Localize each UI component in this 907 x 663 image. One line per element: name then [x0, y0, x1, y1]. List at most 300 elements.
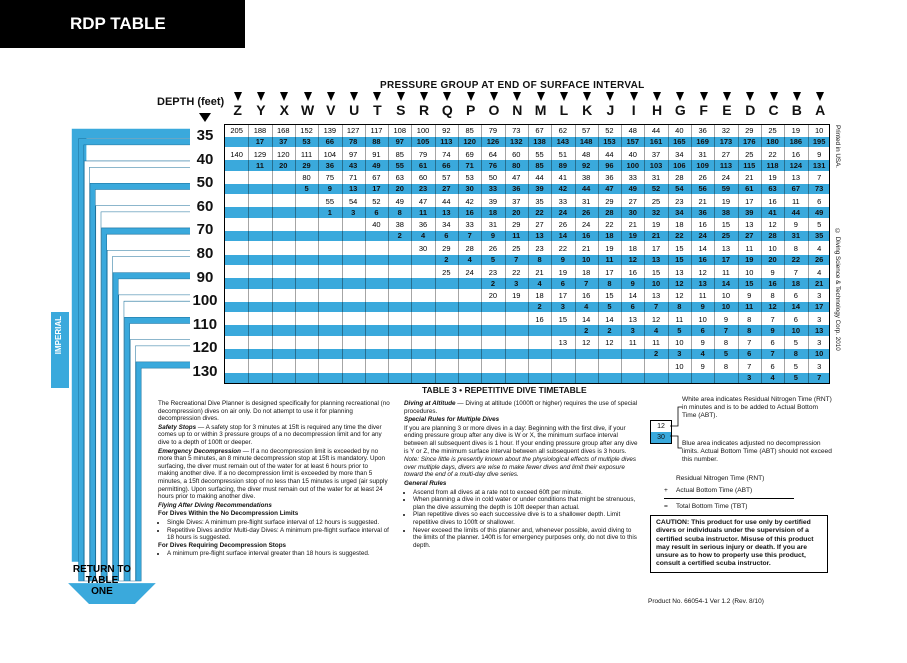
- white-cell: 54: [348, 196, 358, 206]
- group-header-a: [812, 92, 828, 117]
- white-cell: 64: [488, 149, 498, 159]
- white-cell: 12: [651, 314, 661, 324]
- blue-cell: 5: [490, 255, 496, 264]
- white-cell: 18: [675, 220, 684, 230]
- white-cell: 24: [465, 267, 474, 277]
- column-divider: [644, 125, 645, 383]
- white-cell: 4: [817, 267, 822, 277]
- white-cell: 120: [276, 149, 290, 159]
- blue-cell: 12: [768, 302, 777, 312]
- blue-cell: 31: [791, 231, 800, 241]
- blue-cell: 17: [255, 137, 265, 146]
- blue-cell: 16: [465, 207, 474, 217]
- white-cell: 29: [512, 220, 521, 230]
- white-cell: 38: [581, 173, 591, 183]
- white-cell: 27: [721, 149, 731, 159]
- white-cell: 44: [442, 196, 451, 206]
- blue-cell: 13: [348, 184, 358, 194]
- depth-40: 40: [196, 150, 214, 168]
- white-cell: 11: [791, 196, 800, 206]
- white-cell: 92: [442, 126, 451, 135]
- blue-cell: 14: [558, 231, 567, 241]
- group-letter: F: [699, 102, 708, 118]
- blue-cell: 4: [584, 302, 589, 312]
- white-cell: 7: [747, 362, 752, 371]
- white-cell: 40: [372, 220, 381, 230]
- imperial-tab: [51, 312, 69, 388]
- white-cell: 47: [418, 196, 428, 206]
- white-cell: 6: [770, 338, 775, 348]
- white-cell: 51: [558, 149, 567, 159]
- blue-cell: 30: [465, 184, 474, 194]
- blue-cell: 22: [535, 207, 544, 217]
- white-cell: 31: [488, 220, 498, 230]
- altitude-para: [404, 400, 638, 415]
- blue-cell: 7: [653, 302, 659, 312]
- column-divider: [691, 125, 692, 383]
- blue-cell: 12: [675, 278, 684, 288]
- depth-60: 60: [196, 197, 214, 215]
- blue-cell: 89: [558, 160, 567, 170]
- blue-cell: 9: [700, 302, 705, 312]
- blue-cell: 4: [420, 231, 426, 241]
- white-cell: 75: [325, 173, 334, 183]
- blue-cell: 28: [768, 231, 777, 241]
- down-arrow-icon: [513, 92, 521, 101]
- group-letter: R: [418, 102, 430, 118]
- white-cell: 21: [628, 220, 637, 230]
- down-arrow-icon: [490, 92, 498, 101]
- blue-cell: 6: [747, 349, 752, 359]
- note-text: Note: Since little is presently known about the physiological effects of multiple dives over multiple days, divers are wise to make fewer dives and limit their exposure toward the end of a multi-day dive series.: [404, 456, 637, 479]
- blue-cell: 161: [649, 137, 663, 146]
- down-arrow-icon: [257, 92, 265, 101]
- safety-stops-heading: Safety Stops: [158, 423, 197, 431]
- white-cell: 29: [442, 244, 451, 253]
- white-cell: 11: [628, 338, 637, 348]
- blue-cell: 169: [696, 137, 709, 146]
- down-arrow-icon: [467, 92, 475, 101]
- blue-cell: 61: [745, 184, 754, 194]
- white-cell: 8: [723, 362, 729, 371]
- group-letter: E: [722, 102, 732, 118]
- column-divider: [481, 125, 482, 383]
- group-letter: O: [488, 102, 500, 118]
- white-cell: 10: [814, 126, 824, 135]
- blue-cell: 28: [605, 207, 614, 217]
- group-header-c: [766, 92, 782, 117]
- blue-cell: 13: [698, 278, 707, 288]
- decomp-rule: • A minimum pre-flight surface interval greater than 18 hours is suggested.: [167, 550, 390, 558]
- white-cell: 42: [465, 196, 474, 206]
- blue-cell: 100: [626, 160, 639, 170]
- down-arrow-icon: [397, 92, 405, 101]
- group-letter: J: [606, 102, 615, 118]
- white-cell: 44: [605, 149, 614, 159]
- down-arrow-icon: [700, 92, 708, 101]
- blue-cell: 11: [745, 302, 754, 312]
- column-divider: [435, 125, 436, 383]
- group-letter: D: [745, 102, 756, 118]
- white-cell: 14: [605, 314, 614, 324]
- blue-cell: 63: [768, 184, 777, 194]
- white-cell: 55: [535, 149, 544, 159]
- white-cell: 6: [770, 362, 775, 371]
- blue-cell: 27: [442, 184, 451, 194]
- white-cell: 21: [535, 267, 544, 277]
- white-cell: 14: [581, 314, 591, 324]
- blue-cell: 180: [766, 137, 779, 146]
- blue-cell: 16: [698, 255, 707, 264]
- blue-cell: 85: [535, 160, 544, 170]
- blue-cell: 2: [607, 325, 612, 335]
- white-cell: 29: [745, 126, 754, 135]
- column-divider: [598, 125, 599, 383]
- blue-cell: 61: [418, 160, 428, 170]
- white-cell: 6: [817, 196, 822, 206]
- blue-cell: 49: [372, 160, 381, 170]
- legend-blue-text: Blue area indicates adjusted no decompression limits. Actual Bottom Time (ABT) should not exceed this number.: [682, 440, 832, 463]
- group-letter: C: [768, 102, 779, 118]
- blue-cell: 165: [673, 137, 686, 146]
- blue-cell: 9: [630, 278, 635, 288]
- blue-cell: 10: [814, 349, 824, 359]
- white-cell: 71: [348, 173, 358, 183]
- return-line-3: ONE: [91, 586, 113, 597]
- white-cell: 34: [675, 149, 684, 159]
- blue-cell: 96: [605, 160, 614, 170]
- altitude-heading: Diving at Altitude: [404, 400, 456, 407]
- white-cell: 60: [512, 149, 521, 159]
- blue-cell: 36: [698, 207, 707, 217]
- white-cell: 20: [488, 291, 498, 301]
- blue-cell: 19: [628, 231, 637, 241]
- blue-cell: 3: [747, 373, 752, 382]
- blue-cell: 3: [560, 302, 565, 312]
- white-cell: 8: [793, 244, 798, 253]
- blue-cell: 2: [397, 231, 402, 241]
- blue-cell: 42: [558, 184, 567, 194]
- white-cell: 79: [488, 126, 498, 135]
- blue-cell: 9: [490, 231, 496, 241]
- white-cell: 17: [605, 267, 614, 277]
- white-cell: 13: [558, 338, 567, 348]
- white-cell: 13: [745, 220, 754, 230]
- group-header-r: [416, 92, 432, 117]
- white-cell: 11: [745, 244, 754, 253]
- down-arrow-icon: [280, 92, 288, 101]
- blue-cell: 6: [374, 207, 379, 217]
- down-arrow-icon: [746, 92, 754, 101]
- blue-cell: 34: [675, 207, 684, 217]
- column-divider: [551, 125, 552, 383]
- down-arrow-icon: [723, 92, 731, 101]
- blue-cell: 8: [607, 278, 612, 288]
- blue-cell: 7: [584, 278, 589, 288]
- printed-in-usa: Printed in USA.: [834, 125, 841, 169]
- down-arrow-icon: [770, 92, 778, 101]
- blue-cell: 15: [745, 278, 754, 288]
- white-cell: 10: [768, 244, 777, 253]
- group-header-t: [369, 92, 385, 117]
- blue-cell: 49: [814, 207, 824, 217]
- emergency-text: — If a no decompression limit is exceeded by no more than 5 minutes, an 8 minute decompression stop at 15ft is mandatory. Upon surfacing, the diver must remain out of the water for at least 6 hours prior to making another dive. If a no decompression limit is exceeded by more than 5 minutes, a 15ft decompression stop of no less than 15 minutes is urged (air supply permitting). Upon surfacing, the diver must remain out of the water for at least 24 hours prior to making another dive.: [158, 447, 388, 501]
- white-cell: 25: [442, 267, 451, 277]
- white-cell: 5: [793, 338, 798, 348]
- column-divider: [505, 125, 506, 383]
- blue-cell: 173: [719, 137, 733, 146]
- blue-cell: 4: [770, 373, 775, 382]
- group-header-w: [300, 92, 316, 117]
- blue-cell: 8: [537, 255, 542, 264]
- white-cell: 55: [325, 196, 334, 206]
- group-letter: B: [791, 102, 802, 118]
- blue-cell: 138: [533, 137, 546, 146]
- blue-cell: 92: [581, 160, 591, 170]
- legend-equals: =: [664, 503, 668, 510]
- white-cell: 30: [418, 244, 428, 253]
- caution-box: CAUTION: This product for use only by certified divers or individuals under the supervision of a certified scuba instructor. Misuse of this product may result in serious injury or death. If you are unsure as to how to properly use this product, consult a certified scuba instructor.: [650, 515, 828, 573]
- blue-cell: 20: [395, 184, 404, 194]
- return-line-1: RETURN TO: [72, 564, 132, 575]
- white-cell: 15: [558, 314, 567, 324]
- blue-cell: 56: [698, 184, 707, 194]
- white-cell: 60: [418, 173, 428, 183]
- blue-cell: 3: [514, 278, 519, 288]
- blue-cell: 73: [814, 184, 824, 194]
- blue-cell: 11: [255, 160, 264, 170]
- column-divider: [761, 125, 762, 383]
- white-cell: 111: [300, 149, 313, 159]
- white-cell: 8: [770, 291, 775, 301]
- rules-column-1: [158, 400, 390, 558]
- group-letter: A: [815, 102, 826, 118]
- blue-cell: 13: [651, 255, 661, 264]
- blue-cell: 157: [626, 137, 639, 146]
- white-cell: 9: [793, 220, 798, 230]
- blue-cell: 16: [768, 278, 777, 288]
- white-cell: 52: [605, 126, 614, 135]
- blue-cell: 37: [279, 137, 288, 146]
- blue-cell: 39: [745, 207, 754, 217]
- white-cell: 8: [723, 338, 729, 348]
- white-cell: 188: [253, 126, 267, 135]
- white-cell: 37: [512, 196, 521, 206]
- down-arrow-icon: [560, 92, 568, 101]
- white-cell: 12: [675, 291, 684, 301]
- down-arrow-icon: [537, 92, 545, 101]
- legend-sample-white: 12: [657, 423, 665, 430]
- group-header-z: [230, 92, 246, 117]
- column-divider: [528, 125, 529, 383]
- blue-cell: 38: [721, 207, 731, 217]
- blue-cell: 18: [605, 231, 614, 241]
- blue-cell: 88: [372, 137, 381, 146]
- white-cell: 18: [628, 244, 637, 253]
- blue-cell: 19: [745, 255, 754, 264]
- white-cell: 16: [535, 314, 544, 324]
- group-header-x: [276, 92, 292, 117]
- blue-cell: 3: [677, 349, 682, 359]
- white-cell: 5: [793, 362, 798, 371]
- blue-cell: 66: [442, 160, 451, 170]
- white-cell: 35: [535, 196, 544, 206]
- down-arrow-icon: [653, 92, 661, 101]
- blue-cell: 71: [465, 160, 474, 170]
- blue-cell: 27: [745, 231, 754, 241]
- white-cell: 15: [675, 244, 684, 253]
- white-cell: 16: [698, 220, 707, 230]
- white-cell: 57: [581, 126, 591, 135]
- group-header-j: [602, 92, 618, 117]
- white-cell: 73: [512, 126, 521, 135]
- blue-cell: 5: [607, 302, 612, 312]
- depth-100: 100: [192, 292, 218, 310]
- white-cell: 62: [558, 126, 567, 135]
- white-cell: 33: [465, 220, 474, 230]
- blue-cell: 10: [721, 302, 731, 312]
- column-divider: [668, 125, 669, 383]
- blue-cell: 29: [302, 160, 311, 170]
- depth-80: 80: [196, 245, 214, 262]
- blue-cell: 78: [348, 137, 358, 146]
- blue-cell: 12: [628, 255, 637, 264]
- imperial-label: IMPERIAL: [54, 316, 63, 355]
- legend-plus: +: [664, 487, 668, 494]
- white-cell: 11: [675, 314, 684, 324]
- white-cell: 53: [465, 173, 474, 183]
- group-header-n: [509, 92, 525, 117]
- white-cell: 10: [721, 291, 731, 301]
- white-cell: 57: [442, 173, 451, 183]
- blue-cell: 3: [351, 207, 356, 217]
- white-cell: 205: [230, 126, 243, 135]
- white-cell: 40: [675, 126, 684, 135]
- legend-white-text: White area indicates Residual Nitrogen Time (RNT) in minutes and is to be added to Actual Bottom Time (ABT).: [682, 396, 832, 419]
- down-arrow-icon: [676, 92, 684, 101]
- blue-cell: 17: [372, 184, 381, 194]
- white-cell: 36: [605, 173, 614, 183]
- depth-110: 110: [192, 315, 218, 333]
- blue-cell: 13: [442, 207, 451, 217]
- blue-cell: 131: [812, 160, 826, 170]
- white-cell: 38: [395, 220, 404, 230]
- blue-cell: 106: [673, 160, 686, 170]
- blue-cell: 2: [444, 255, 449, 264]
- pressure-group-title: PRESSURE GROUP AT END OF SURFACE INTERVAL: [380, 80, 645, 91]
- white-cell: 34: [442, 220, 451, 230]
- blue-cell: 32: [651, 207, 661, 217]
- group-header-e: [719, 92, 735, 117]
- group-letter: X: [279, 102, 289, 118]
- white-cell: 7: [817, 173, 822, 183]
- blue-cell: 30: [628, 207, 637, 217]
- blue-cell: 109: [696, 160, 709, 170]
- blue-cell: 6: [444, 231, 449, 241]
- copyright-notice: © Diving Science & Technology Corp. 2010: [834, 228, 841, 351]
- group-letter: M: [534, 102, 547, 118]
- white-cell: 31: [651, 173, 661, 183]
- white-cell: 6: [793, 314, 798, 324]
- white-cell: 127: [346, 126, 360, 135]
- white-cell: 129: [253, 149, 267, 159]
- blue-cell: 105: [416, 137, 430, 146]
- blue-cell: 22: [675, 231, 684, 241]
- white-cell: 6: [793, 291, 798, 301]
- white-cell: 7: [770, 314, 775, 324]
- white-cell: 16: [768, 196, 777, 206]
- white-cell: 9: [700, 362, 705, 371]
- white-cell: 100: [416, 126, 430, 135]
- blue-cell: 126: [486, 137, 500, 146]
- column-divider: [248, 125, 249, 383]
- white-cell: 67: [535, 126, 544, 135]
- blue-cell: 47: [605, 184, 614, 194]
- blue-cell: 44: [581, 184, 591, 194]
- white-cell: 91: [372, 149, 381, 159]
- general-rules-heading: General Rules: [404, 479, 447, 487]
- white-cell: 17: [651, 244, 661, 253]
- blue-cell: 22: [791, 255, 800, 264]
- decomp-heading: For Dives Requiring Decompression Stops: [158, 541, 287, 549]
- column-divider: [272, 125, 273, 383]
- column-divider: [411, 125, 412, 383]
- group-header-u: [346, 92, 362, 117]
- group-letter: K: [582, 102, 593, 118]
- blue-cell: 97: [395, 137, 404, 146]
- white-cell: 15: [651, 267, 661, 277]
- white-cell: 12: [581, 338, 591, 348]
- white-cell: 139: [323, 126, 337, 135]
- blue-cell: 4: [467, 255, 472, 264]
- white-cell: 33: [558, 196, 567, 206]
- white-cell: 140: [230, 149, 243, 159]
- white-cell: 4: [817, 244, 822, 253]
- blue-cell: 153: [603, 137, 616, 146]
- down-arrow-icon: [420, 92, 428, 101]
- column-divider: [365, 125, 366, 383]
- depth-down-arrow-icon: [199, 113, 211, 122]
- white-cell: 48: [581, 149, 591, 159]
- white-cell: 10: [698, 314, 707, 324]
- blue-cell: 33: [488, 184, 498, 194]
- emergency-heading: Emergency Decompression: [158, 447, 241, 455]
- blue-cell: 8: [747, 325, 752, 335]
- down-arrow-icon: [443, 92, 451, 101]
- group-letter: I: [631, 102, 636, 118]
- group-header-q: [439, 92, 455, 117]
- blue-cell: 20: [279, 160, 288, 170]
- white-cell: 36: [418, 220, 428, 230]
- blue-cell: 25: [721, 231, 731, 241]
- group-header-p: [463, 92, 479, 117]
- white-cell: 13: [628, 314, 637, 324]
- white-cell: 13: [651, 291, 661, 301]
- group-letter: G: [674, 102, 686, 118]
- group-header-d: [742, 92, 758, 117]
- white-cell: 19: [791, 126, 800, 135]
- blue-cell: 7: [817, 373, 822, 382]
- repetitive-dives-rule: • Repetitive Dives and/or Multi-day Dives: A minimum pre-flight surface interval of 18 hours is suggested.: [167, 527, 390, 542]
- white-cell: 10: [675, 338, 684, 348]
- white-cell: 31: [698, 149, 707, 159]
- white-cell: 9: [770, 267, 775, 277]
- white-cell: 19: [651, 220, 661, 230]
- blue-cell: 18: [488, 207, 498, 217]
- title-banner: [0, 0, 245, 48]
- blue-cell: 54: [675, 184, 684, 194]
- blue-cell: 7: [723, 325, 729, 335]
